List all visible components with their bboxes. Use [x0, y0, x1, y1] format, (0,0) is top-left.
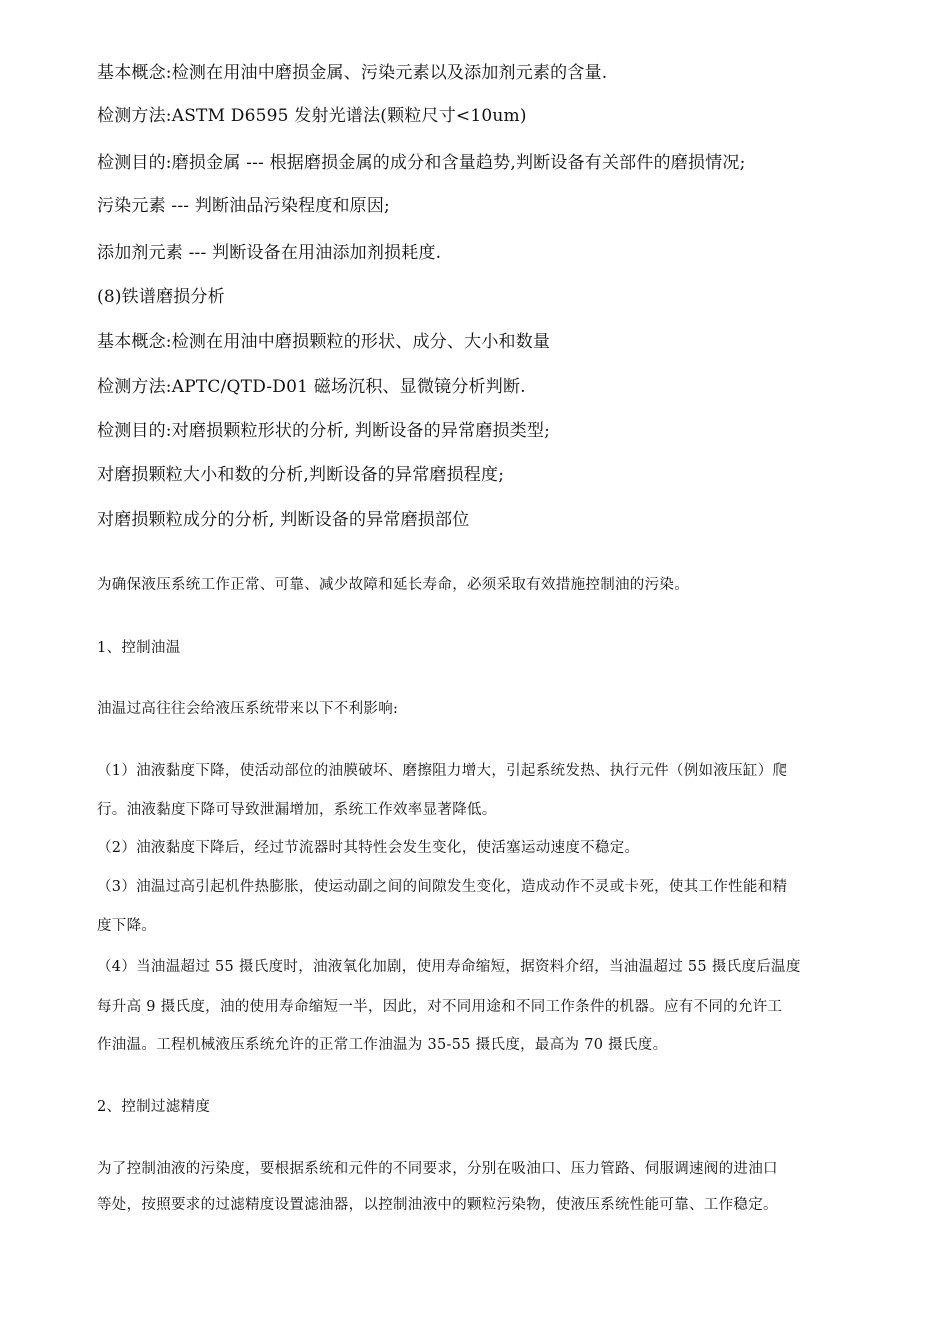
effect-item-4-line-3: 作油温。工程机械液压系统允许的正常工作油温为 35-55 摄氏度，最高为 70 摄氏度。	[97, 1037, 668, 1053]
oil-temperature-heading: 1、控制油温	[97, 640, 181, 656]
ferrography-concept-line: 基本概念:检测在用油中磨损颗粒的形状、成分、大小和数量	[97, 332, 551, 352]
ferrography-method-line: 检测方法:APTC/QTD-D01 磁场沉积、显微镜分析判断.	[97, 377, 526, 397]
intro-paragraph: 为确保液压系统工作正常、可靠、减少故障和延长寿命，必须采取有效措施控制油的污染。	[97, 577, 689, 593]
filtration-paragraph-line-1: 为了控制油液的污染度，要根据系统和元件的不同要求，分别在吸油口、压力管路、伺服调速阀的进油口	[97, 1161, 778, 1177]
ferrography-heading: (8)铁谱磨损分析	[97, 287, 225, 307]
effect-item-3-line-2: 度下降。	[97, 918, 157, 934]
effect-item-4-line-2: 每升高 9 摄氏度，油的使用寿命缩短一半，因此，对不同用途和不同工作条件的机器。应有不同的允许工	[97, 999, 783, 1015]
spectral-purpose-line-2: 污染元素 --- 判断油品污染程度和原因;	[97, 196, 390, 216]
spectral-purpose-line: 检测目的:磨损金属 --- 根据磨损金属的成分和含量趋势,判断设备有关部件的磨损情况;	[97, 153, 746, 173]
effect-item-1-line-2: 行。油液黏度下降可导致泄漏增加，系统工作效率显著降低。	[97, 802, 497, 818]
ferrography-purpose-line-3: 对磨损颗粒成分的分析, 判断设备的异常磨损部位	[97, 510, 470, 530]
ferrography-purpose-line-2: 对磨损颗粒大小和数的分析,判断设备的异常磨损程度;	[97, 465, 505, 485]
filtration-heading: 2、控制过滤精度	[97, 1099, 211, 1115]
oil-temperature-lead: 油温过高往往会给液压系统带来以下不利影响:	[97, 701, 399, 717]
spectral-method-line: 检测方法:ASTM D6595 发射光谱法(颗粒尺寸<10um)	[97, 106, 527, 126]
filtration-paragraph-line-2: 等处，按照要求的过滤精度设置滤油器，以控制油液中的颗粒污染物，使液压系统性能可靠、工作稳定。	[97, 1197, 778, 1213]
spectral-purpose-line-3: 添加剂元素 --- 判断设备在用油添加剂损耗度.	[97, 243, 442, 263]
ferrography-purpose-line: 检测目的:对磨损颗粒形状的分析, 判断设备的异常磨损类型;	[97, 421, 551, 441]
spectral-concept-line: 基本概念:检测在用油中磨损金属、污染元素以及添加剂元素的含量.	[97, 63, 608, 83]
effect-item-4-line-1: （4）当油温超过 55 摄氏度时，油液氧化加剧，使用寿命缩短，据资料介绍，当油温超过 55 摄氏度后温度	[97, 959, 801, 975]
effect-item-2: （2）油液黏度下降后，经过节流器时其特性会发生变化，使活塞运动速度不稳定。	[97, 840, 640, 856]
effect-item-3-line-1: （3）油温过高引起机件热膨胀，使运动副之间的间隙发生变化，造成动作不灵或卡死，使其工作性能和精	[97, 879, 788, 895]
effect-item-1-line-1: （1）油液黏度下降，使活动部位的油膜破坏、磨擦阻力增大，引起系统发热、执行元件（例如液压缸）爬	[97, 763, 788, 779]
